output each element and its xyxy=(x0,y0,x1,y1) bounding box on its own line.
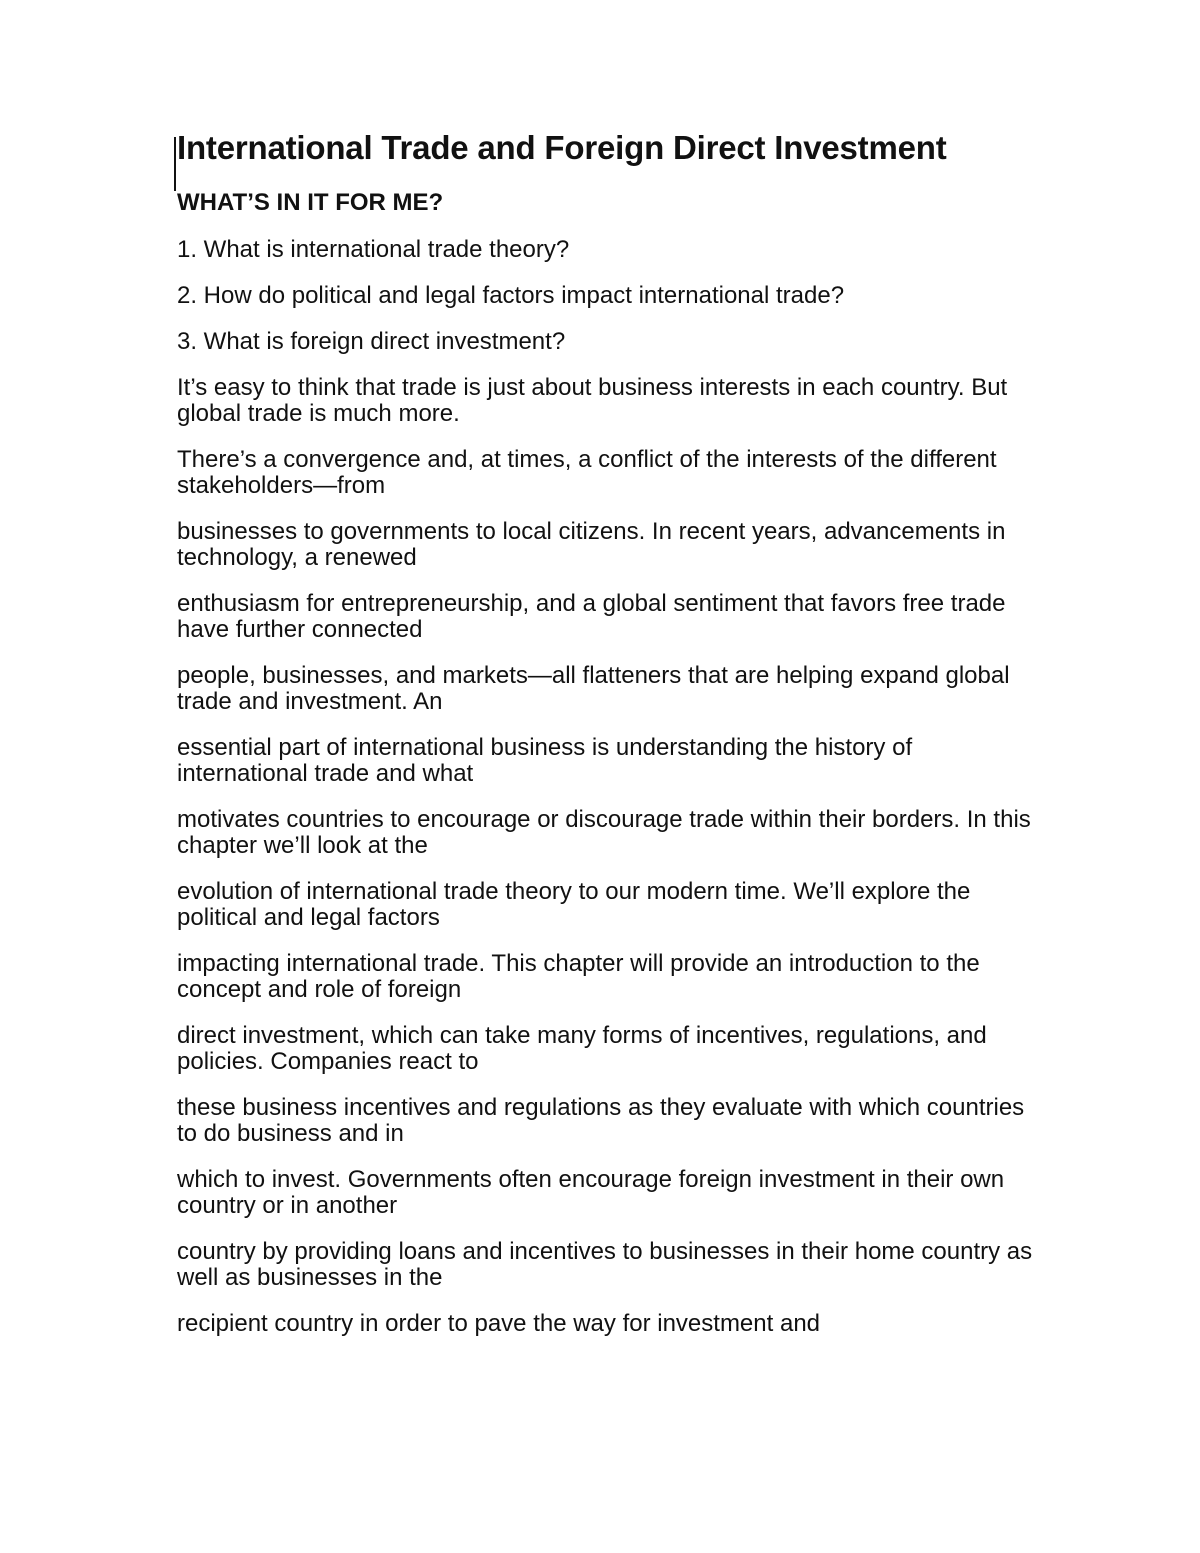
paragraph-11: these business incentives and regulations as they evaluate with which countries to do business and in xyxy=(177,1094,1025,1147)
paragraph-2: There’s a convergence and, at times, a conflict of the interests of the different stakeholders—from xyxy=(177,446,997,499)
text-cursor xyxy=(174,137,176,191)
paragraph-6: essential part of international business is understanding the history of international trade and what xyxy=(177,734,913,787)
paragraph-12: which to invest. Governments often encourage foreign investment in their own country or in another xyxy=(177,1166,1005,1219)
paragraph-8: evolution of international trade theory to our modern time. We’ll explore the political and legal factors xyxy=(177,878,971,931)
document-title-text: International Trade and Foreign Direct Investment xyxy=(177,129,947,166)
paragraph-4: enthusiasm for entrepreneurship, and a global sentiment that favors free trade have further connected xyxy=(177,590,1006,643)
question-1: 1. What is international trade theory? xyxy=(177,236,570,263)
paragraph-14: recipient country in order to pave the way for investment and xyxy=(177,1310,821,1337)
paragraph-9: impacting international trade. This chapter will provide an introduction to the concept and role of foreign xyxy=(177,950,980,1003)
question-3: 3. What is foreign direct investment? xyxy=(177,328,566,355)
paragraph-3: businesses to governments to local citizens. In recent years, advancements in technology, a renewed xyxy=(177,518,1006,571)
document-body xyxy=(177,129,1037,1337)
paragraph-10: direct investment, which can take many forms of incentives, regulations, and policies. Companies react to xyxy=(177,1022,987,1075)
section-subheading: WHAT’S IN IT FOR ME? xyxy=(177,189,444,216)
paragraph-5: people, businesses, and markets—all flatteners that are helping expand global trade and investment. An xyxy=(177,662,1010,715)
document-title xyxy=(177,129,1037,166)
paragraph-7: motivates countries to encourage or discourage trade within their borders. In this chapter we’ll look at the xyxy=(177,806,1031,859)
question-2: 2. How do political and legal factors impact international trade? xyxy=(177,282,845,309)
paragraph-1: It’s easy to think that trade is just about business interests in each country. But global trade is much more. xyxy=(177,374,1008,427)
paragraph-13: country by providing loans and incentives to businesses in their home country as well as businesses in the xyxy=(177,1238,1033,1291)
